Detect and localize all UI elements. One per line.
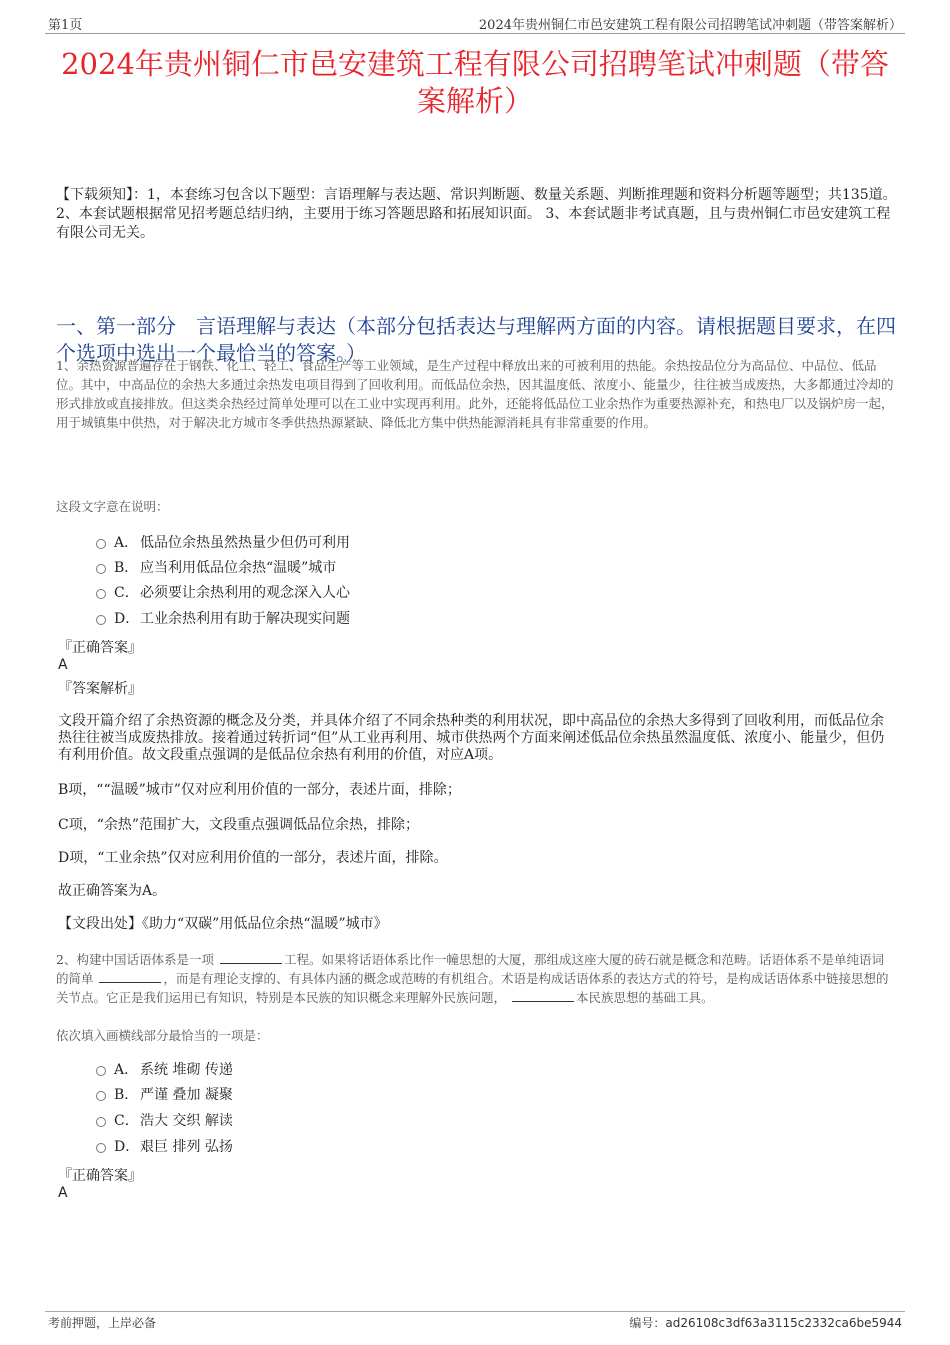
option-letter: D． bbox=[114, 611, 140, 627]
section-heading: 一、第一部分 言语理解与表达（本部分包括表达与理解两方面的内容。请根据题目要求，在四个选项中选出一个最恰当的答案。） bbox=[56, 314, 896, 365]
header-divider bbox=[45, 33, 905, 34]
radio-icon[interactable] bbox=[96, 615, 106, 625]
question-2-prompt: 依次填入画横线部分最恰当的一项是： bbox=[56, 1028, 269, 1043]
q1-analysis-option-b: B项，““温暖”城市”仅对应利用价值的一部分，表述片面，排除； bbox=[58, 782, 461, 798]
option-text: 工业余热利用有助于解决现实问题 bbox=[140, 611, 350, 627]
option-letter: D． bbox=[114, 1139, 140, 1155]
option-letter: C． bbox=[114, 585, 139, 601]
option-text: 艰巨 排列 弘扬 bbox=[140, 1139, 233, 1155]
question-2-stem bbox=[56, 950, 894, 1007]
document-id-code: ad26108c3df63a3115c2332ca6be5944 bbox=[665, 1316, 902, 1330]
q2-answer-label: 『正确答案』 bbox=[58, 1168, 142, 1184]
option-text: 低品位余热虽然热量少但仍可利用 bbox=[140, 535, 350, 551]
option-text: 应当利用低品位余热“温暖”城市 bbox=[140, 560, 337, 576]
option-letter: C． bbox=[114, 1113, 139, 1129]
q2-option-a[interactable] bbox=[96, 1059, 233, 1079]
radio-icon[interactable] bbox=[96, 1143, 106, 1153]
q2-stem-part: 2、构建中国话语体系是一项 bbox=[56, 952, 218, 967]
fill-blank bbox=[99, 971, 161, 983]
q1-option-b[interactable] bbox=[96, 557, 336, 577]
q2-option-c[interactable] bbox=[96, 1110, 233, 1130]
q1-analysis-option-c: C项，“余热”范围扩大，文段重点强调低品位余热，排除； bbox=[58, 817, 420, 833]
q1-source: 【文段出处】《助力“双碳”用低品位余热“温暖”城市》 bbox=[58, 916, 388, 932]
download-notice: 【下载须知】：1，本套练习包含以下题型：言语理解与表达题、常识判断题、数量关系题、判断推理题和资料分析题等题型；共135道。 2、本套试题根据常见招考题总结归纳，主要用于练习答题思路和拓展知识面。 3、本套试题非考试真题，且与贵州铜仁市邑安建筑工程有限公司无关。 bbox=[56, 187, 897, 241]
page-title: 2024年贵州铜仁市邑安建筑工程有限公司招聘笔试冲刺题（带答案解析） bbox=[61, 47, 889, 118]
question-1-stem: 1、余热资源普遍存在于钢铁、化工、轻工、食品生产等工业领域，是生产过程中释放出来的可被利用的热能。余热按品位分为高品位、中品位、低品位。其中，中高品位的余热大多通过余热发电项目得到了回收利用。而低品位余热，因其温度低、浓度小、能量少，往往被当成废热，大多都通过冷却的形式排放或直接排放。但这类余热经过简单处理可以在工业中实现再利用。此外，还能将低品位工业余热作为重要热源补充，和热电厂以及锅炉房一起，用于城镇集中供热，对于解决北方城市冬季供热热源紧缺、降低北方集中供热能源消耗具有非常重要的作用。 bbox=[56, 358, 894, 430]
q1-option-d[interactable] bbox=[96, 608, 350, 628]
document-id bbox=[629, 1314, 902, 1331]
fill-blank bbox=[220, 952, 282, 964]
radio-icon[interactable] bbox=[96, 1091, 106, 1101]
document-id-label: 编号： bbox=[629, 1316, 666, 1330]
option-letter: B． bbox=[114, 560, 139, 576]
option-text: 浩大 交织 解读 bbox=[140, 1113, 233, 1129]
q2-stem-part: 本民族思想的基础工具。 bbox=[575, 990, 714, 1005]
q2-option-d[interactable] bbox=[96, 1136, 233, 1156]
radio-icon[interactable] bbox=[96, 589, 106, 599]
option-text: 系统 堆砌 传递 bbox=[140, 1062, 233, 1078]
radio-icon[interactable] bbox=[96, 564, 106, 574]
option-text: 必须要让余热利用的观念深入人心 bbox=[140, 585, 350, 601]
option-letter: A． bbox=[114, 1062, 139, 1078]
radio-icon[interactable] bbox=[96, 1066, 106, 1076]
q1-analysis-paragraph: 文段开篇介绍了余热资源的概念及分类，并具体介绍了不同余热种类的利用状况，即中高品位的余热大多得到了回收利用，而低品位余热往往被当成废热排放。接着通过转折词“但”从工业再利用、城市供热两个方面来阐述低品位余热虽然温度低、浓度小、能量少，但仍有利用价值。故文段重点强调的是低品位余热有利用的价值，对应A项。 bbox=[58, 713, 885, 763]
option-text: 严谨 叠加 凝聚 bbox=[140, 1087, 233, 1103]
q1-answer-value: A bbox=[58, 657, 68, 673]
option-letter: B． bbox=[114, 1087, 139, 1103]
q1-option-a[interactable] bbox=[96, 532, 350, 552]
q1-option-c[interactable] bbox=[96, 582, 350, 602]
radio-icon[interactable] bbox=[96, 539, 106, 549]
radio-icon[interactable] bbox=[96, 1117, 106, 1127]
q2-option-b[interactable] bbox=[96, 1084, 233, 1104]
header-doc-title: 2024年贵州铜仁市邑安建筑工程有限公司招聘笔试冲刺题（带答案解析） bbox=[478, 18, 902, 33]
q1-analysis-option-d: D项，“工业余热”仅对应利用价值的一部分，表述片面，排除。 bbox=[58, 850, 448, 866]
q2-stem-part: ，而是有理论支撑的、有具体内涵的概念或范畴的有机组合。术语是构成话语体系的表达方式的符号，是构成话语体系中链接思想的关节点。它正是我们运用已有知识，特别是本民族的知识概念来理解外民族问题， bbox=[56, 971, 889, 1005]
q2-stem-part: 工程。如果将话语体系比作一幢思想的大厦，那组成这座大厦的砖石就是概念和范畴。话语体系不是单纯语词的简单 bbox=[56, 952, 884, 986]
option-letter: A． bbox=[114, 535, 139, 551]
q2-answer-value: A bbox=[58, 1185, 68, 1201]
q1-answer-label: 『正确答案』 bbox=[58, 640, 142, 656]
q1-analysis-conclusion: 故正确答案为A。 bbox=[58, 883, 167, 899]
fill-blank bbox=[512, 990, 574, 1002]
page-number: 第1页 bbox=[48, 18, 83, 33]
question-1-prompt: 这段文字意在说明： bbox=[56, 499, 169, 514]
q1-analysis-label: 『答案解析』 bbox=[58, 681, 142, 697]
footer-divider bbox=[45, 1311, 905, 1312]
footer-slogan: 考前押题，上岸必备 bbox=[48, 1316, 157, 1330]
